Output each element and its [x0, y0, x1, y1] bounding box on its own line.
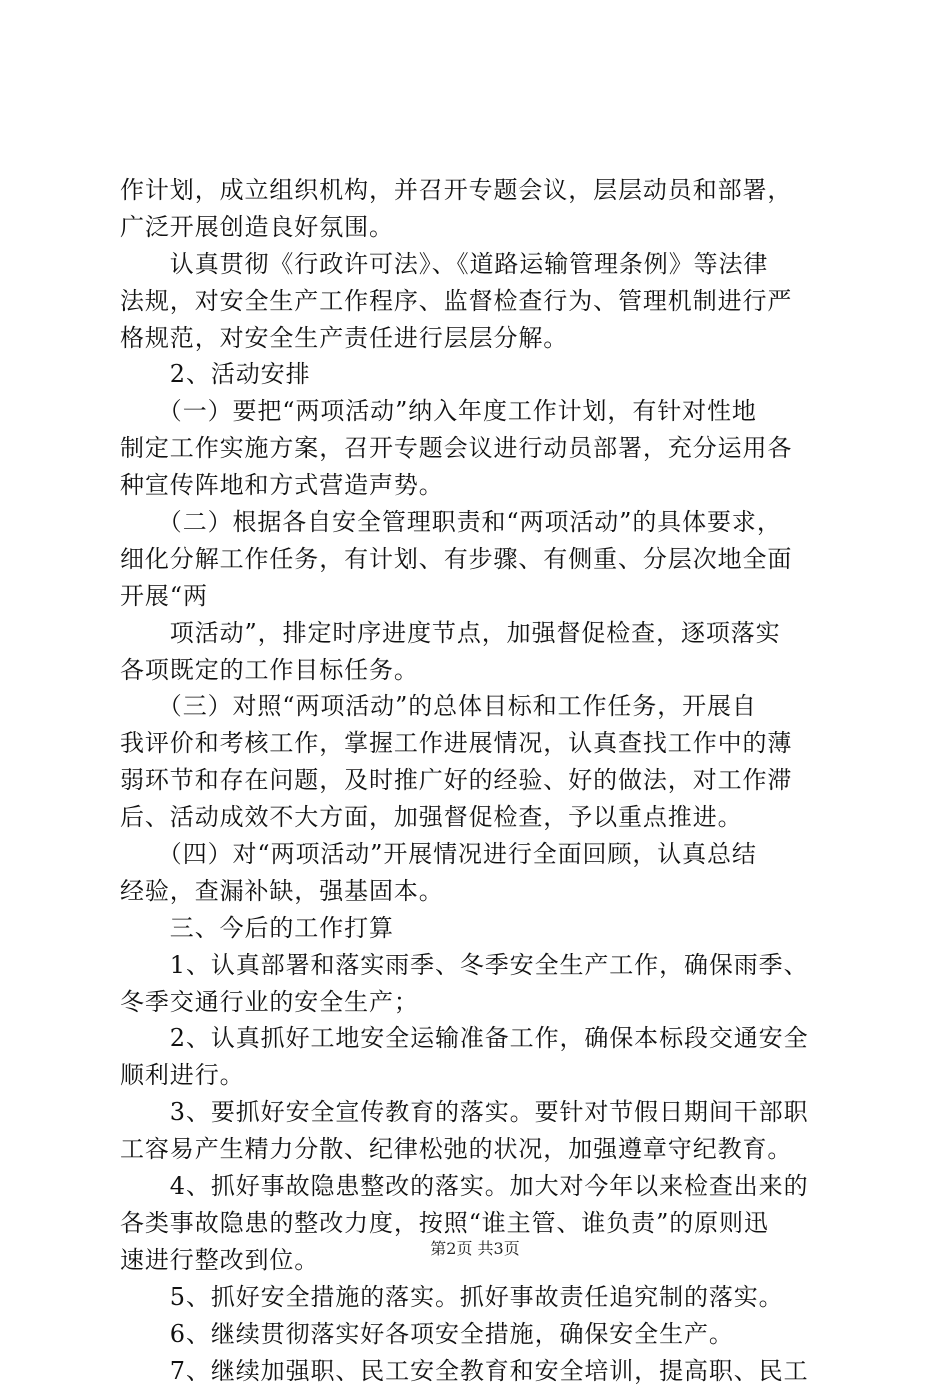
text-line: 后、活动成效不大方面，加强督促检查，予以重点推进。	[120, 799, 835, 836]
text-line: 6、继续贯彻落实好各项安全措施，确保安全生产。	[120, 1316, 835, 1353]
text-line: 作计划，成立组织机构，并召开专题会议，层层动员和部署，	[120, 172, 835, 209]
text-line: 三、今后的工作打算	[120, 910, 835, 947]
page-footer: 第2页 共3页	[0, 1239, 950, 1259]
body-text	[120, 172, 835, 1389]
text-line: 2、活动安排	[120, 356, 835, 393]
text-line: 法规，对安全生产工作程序、监督检查行为、管理机制进行严	[120, 283, 835, 320]
text-line: 7、继续加强职、民工安全教育和安全培训，提高职、民工	[120, 1353, 835, 1389]
text-line: 3、要抓好安全宣传教育的落实。要针对节假日期间干部职	[120, 1094, 835, 1131]
text-line: （二）根据各自安全管理职责和“两项活动”的具体要求，	[120, 504, 835, 541]
text-line: 开展“两	[120, 578, 835, 615]
text-line: 2、认真抓好工地安全运输准备工作，确保本标段交通安全	[120, 1020, 835, 1057]
text-line: （三）对照“两项活动”的总体目标和工作任务，开展自	[120, 688, 835, 725]
text-line: （四）对“两项活动”开展情况进行全面回顾，认真总结	[120, 836, 835, 873]
text-line: 细化分解工作任务，有计划、有步骤、有侧重、分层次地全面	[120, 541, 835, 578]
text-line: 制定工作实施方案，召开专题会议进行动员部署，充分运用各	[120, 430, 835, 467]
text-line: 工容易产生精力分散、纪律松弛的状况，加强遵章守纪教育。	[120, 1131, 835, 1168]
text-line: 种宣传阵地和方式营造声势。	[120, 467, 835, 504]
text-line: 各项既定的工作目标任务。	[120, 652, 835, 689]
text-line: 速进行整改到位。	[120, 1242, 835, 1279]
text-line: 1、认真部署和落实雨季、冬季安全生产工作，确保雨季、	[120, 947, 835, 984]
text-line: 广泛开展创造良好氛围。	[120, 209, 835, 246]
text-line: （一）要把“两项活动”纳入年度工作计划，有针对性地	[120, 393, 835, 430]
text-line: 4、抓好事故隐患整改的落实。加大对今年以来检查出来的	[120, 1168, 835, 1205]
text-line: 顺利进行。	[120, 1057, 835, 1094]
text-line: 5、抓好安全措施的落实。抓好事故责任追究制的落实。	[120, 1279, 835, 1316]
text-line: 认真贯彻《行政许可法》、《道路运输管理条例》等法律	[120, 246, 835, 283]
text-line: 经验，查漏补缺，强基固本。	[120, 873, 835, 910]
text-line: 我评价和考核工作，掌握工作进展情况，认真查找工作中的薄	[120, 725, 835, 762]
text-line: 弱环节和存在问题，及时推广好的经验、好的做法，对工作滞	[120, 762, 835, 799]
text-line: 各类事故隐患的整改力度，按照“谁主管、谁负责”的原则迅	[120, 1205, 835, 1242]
text-line: 项活动”，排定时序进度节点，加强督促检查，逐项落实	[120, 615, 835, 652]
text-line: 格规范，对安全生产责任进行层层分解。	[120, 320, 835, 357]
text-line: 冬季交通行业的安全生产；	[120, 984, 835, 1021]
